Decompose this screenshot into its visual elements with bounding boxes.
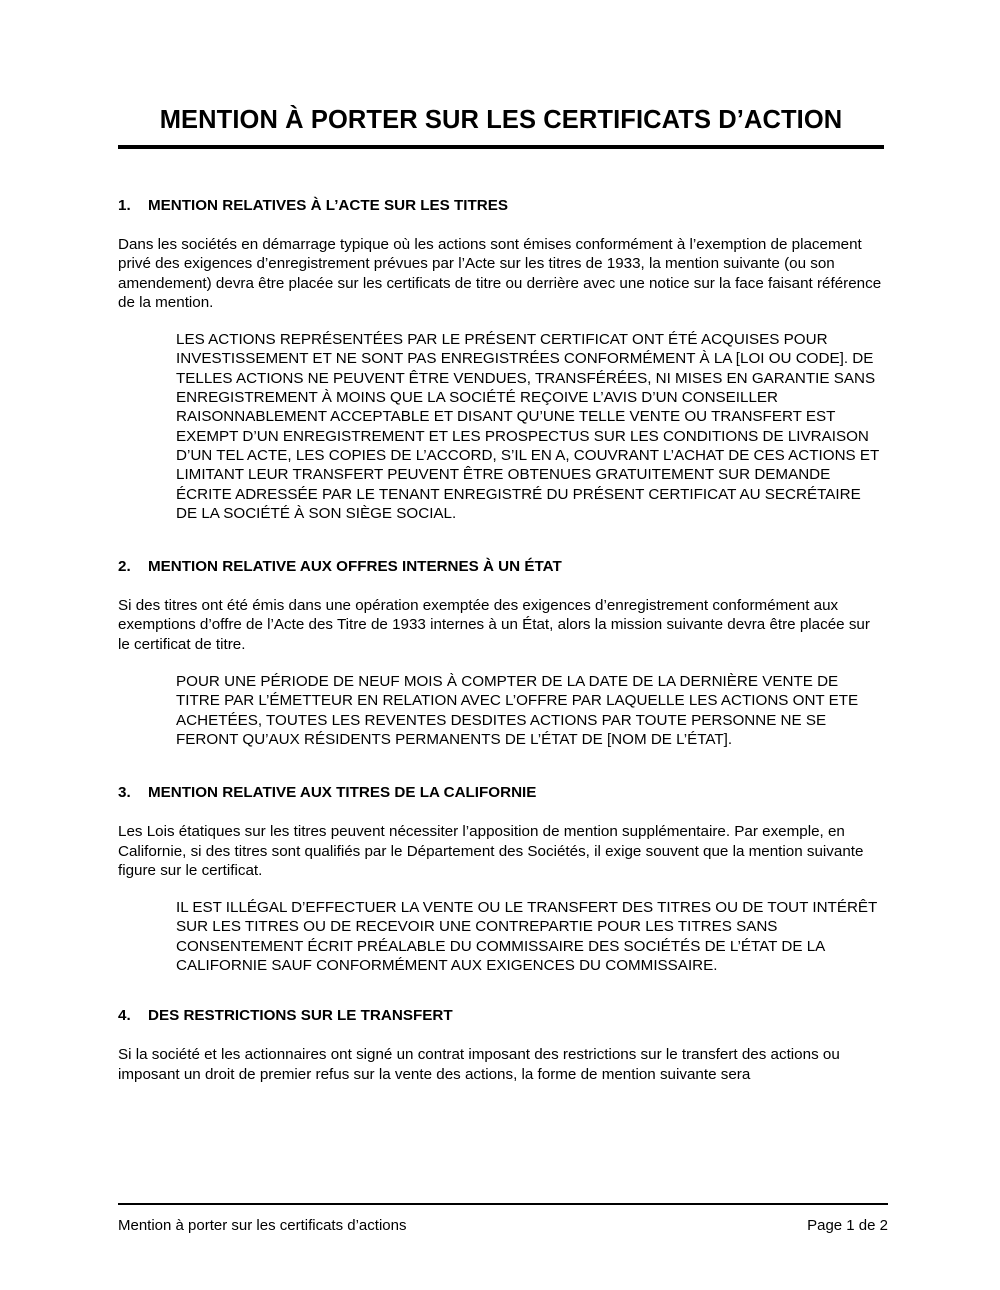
section-2-title: MENTION RELATIVE AUX OFFRES INTERNES À UN ÉTAT xyxy=(148,558,562,576)
section-4-heading xyxy=(118,1006,884,1025)
section-1-heading xyxy=(118,196,884,215)
document-header xyxy=(118,106,884,149)
section-2-paragraph: Si des titres ont été émis dans une opération exemptée des exigences d’enregistrement conformément aux exemptions d’offre de l’Acte des Titre de 1933 internes à un État, alors la mission suivante devra être placée sur le certificat de titre. xyxy=(118,597,870,653)
section-4-paragraph: Si la société et les actionnaires ont signé un contrat imposant des restrictions sur le transfert des actions ou imposant un droit de premier refus sur la vente des actions, la forme de mention suivante sera xyxy=(118,1046,840,1083)
section-4-title: DES RESTRICTIONS SUR LE TRANSFERT xyxy=(148,1007,453,1025)
section-3-title: MENTION RELATIVE AUX TITRES DE LA CALIFORNIE xyxy=(148,784,537,802)
page-title: MENTION À PORTER SUR LES CERTIFICATS D’ACTION xyxy=(159,106,843,134)
title-divider xyxy=(118,145,884,149)
footer-document-name: Mention à porter sur les certificats d’actions xyxy=(118,1217,407,1234)
section-2 xyxy=(118,557,884,749)
section-3-heading xyxy=(118,783,884,802)
section-2-number: 2. xyxy=(118,558,131,576)
section-1 xyxy=(118,196,884,523)
section-3-paragraph: Les Lois étatiques sur les titres peuvent nécessiter l’apposition de mention supplémentaire. Par exemple, en Californie, si des titres sont qualifiés par le Département des Sociétés, il exige souvent que la mention suivante figure sur le certificat. xyxy=(118,823,864,879)
section-3-legend: IL EST ILLÉGAL D’EFFECTUER LA VENTE OU LE TRANSFERT DES TITRES OU DE TOUT INTÉRÊT SUR LES TITRES OU DE RECEVOIR UNE CONTREPARTIE POUR LES TITRES SANS CONSENTEMENT ÉCRIT PRÉALABLE DU COMMISSAIRE DES SOCIÉTÉS DE L’ÉTAT DE LA CALIFORNIE SAUF CONFORMÉMENT AUX EXIGENCES DU COMMISSAIRE. xyxy=(176,899,878,975)
footer-page-number: Page 1 de 2 xyxy=(807,1217,888,1234)
document-body xyxy=(118,196,884,1084)
section-1-title: MENTION RELATIVES À L’ACTE SUR LES TITRES xyxy=(148,197,509,214)
section-4 xyxy=(118,1006,884,1084)
section-2-heading xyxy=(118,557,884,576)
spacer-2 xyxy=(118,749,884,783)
section-1-legend: LES ACTIONS REPRÉSENTÉES PAR LE PRÉSENT CERTIFICAT ONT ÉTÉ ACQUISES POUR INVESTISSEMENT ET NE SONT PAS ENREGISTRÉES CONFORMÉMENT À LA [LOI OU CODE]. DE TELLES ACTIONS NE PEUVENT ÊTRE VENDUES, TRANSFÉRÉES, NI MISES EN GARANTIE SANS ENREGISTREMENT À MOINS QUE LA SOCIÉTÉ REÇOIVE L’AVIS D’UN CONSEILLER RAISONNABLEMENT ACCEPTABLE ET DISANT QU’UNE TELLE VENTE OU TRANSFERT EST EXEMPT D’UN ENREGISTREMENT ET LES PROSPECTUS SUR LES CONDITIONS DE LIVRAISON D’UN TEL ACTE, LES COPIES DE L’ACCORD, S’IL EN A, COUVRANT L’ACHAT DE CES ACTIONS ET LIMITANT LEUR TRANSFERT PEUVENT ÊTRE OBTENUES GRATUITEMENT SUR DEMANDE ÉCRITE ADRESSÉE PAR LE TENANT ENREGISTRÉ DU PRÉSENT CERTIFICAT AU SECRÉTAIRE DE LA SOCIÉTÉ À SON SIÈGE SOCIAL. xyxy=(176,331,880,522)
section-1-number: 1. xyxy=(118,197,131,214)
section-4-number: 4. xyxy=(118,1007,131,1025)
page-footer xyxy=(118,1203,888,1235)
spacer-1 xyxy=(118,523,884,557)
footer-row xyxy=(118,1217,888,1235)
spacer-3 xyxy=(118,975,884,1006)
section-3 xyxy=(118,783,884,975)
section-1-paragraph: Dans les sociétés en démarrage typique où les actions sont émises conformément à l’exemption de placement privé des exigences d’enregistrement prévues par l’Acte sur les titres de 1933, la mention suivante (ou son amendement) devra être placée sur les certificats de titre ou derrière avec une notice sur la face faisant référence de la mention. xyxy=(118,236,882,311)
section-3-number: 3. xyxy=(118,784,131,802)
footer-divider xyxy=(118,1203,888,1205)
section-2-legend: POUR UNE PÉRIODE DE NEUF MOIS À COMPTER DE LA DATE DE LA DERNIÈRE VENTE DE TITRE PAR L’ÉMETTEUR EN RELATION AVEC L’OFFRE PAR LAQUELLE LES ACTIONS ONT ETE ACHETÉES, TOUTES LES REVENTES DESDITES ACTIONS PAR TOUTE PERSONNE NE SE FERONT QU’AUX RÉSIDENTS PERMANENTS DE L’ÉTAT DE [NOM DE L’ÉTAT]. xyxy=(176,673,859,748)
